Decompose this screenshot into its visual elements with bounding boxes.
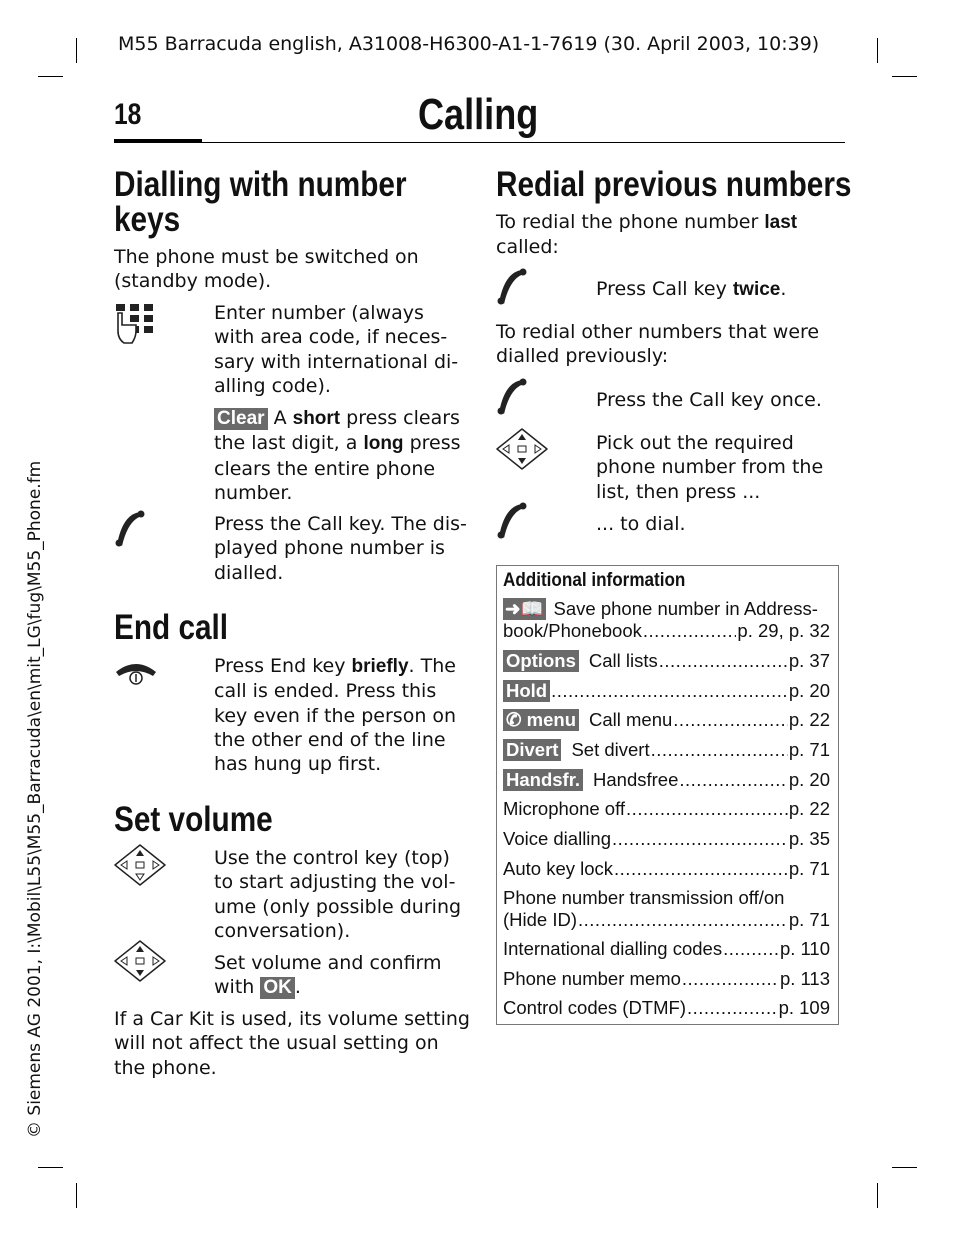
crop-mark — [877, 38, 878, 63]
heading-dialling-2: keys — [114, 200, 181, 239]
header-rule — [114, 142, 845, 143]
crop-mark — [38, 1167, 63, 1168]
info-row-microphone: Microphone off ..... p. 22 — [503, 798, 830, 820]
crop-mark — [892, 1167, 917, 1168]
info-row-save: ➜📖 Save phone number in Address- — [505, 598, 818, 619]
redial-press-once: Press the Call key once. — [596, 389, 822, 411]
crop-mark — [38, 76, 63, 77]
info-title: Additional information — [503, 570, 686, 591]
redial-other-intro: To redial other numbers that were dialled previously: — [496, 321, 820, 368]
info-row-handsfree: Handsfr. Handsfree ..... p. 20 — [503, 769, 830, 791]
info-row-dtmf: Control codes (DTMF) ..... p. 109 — [503, 997, 830, 1019]
info-row-intl-codes: International dialling codes ..... p. 110 — [503, 938, 830, 960]
heading-redial: Redial previous numbers — [496, 165, 852, 204]
redial-to-dial: ... to dial. — [596, 513, 686, 535]
info-row-options: Options Call lists ..... p. 37 — [503, 650, 830, 672]
page-number: 18 — [114, 98, 142, 131]
end-call-text: Press End key briefly. The call is ended. Press this key even if the person on the other end of the line has hung up first. — [214, 655, 457, 776]
call-key-icon — [114, 510, 146, 548]
dialling-step-enter: Enter number (always with area code, if neces- sary with international di- alling code). — [214, 302, 459, 397]
clear-softkey: Clear — [214, 408, 268, 430]
crop-mark — [76, 38, 77, 63]
info-row-hide-id: Phone number transmission off/on — [503, 887, 785, 908]
crop-mark — [877, 1183, 878, 1208]
sidebar-file-path: © Siemens AG 2001, I:\Mobil\L55\M55_Barracuda\en\mit_LG\fug\M55_Phone.fm — [25, 460, 45, 1138]
page-title: Calling — [418, 90, 539, 139]
dialling-step-call: Press the Call key. The dis- played phone number is dialled. — [214, 513, 467, 584]
info-row-auto-key-lock: Auto key lock ..... p. 71 — [503, 858, 830, 880]
control-key-top-icon — [114, 844, 166, 886]
volume-step-confirm: Set volume and confirm with OK . — [214, 952, 442, 999]
control-key-updown-icon — [496, 428, 548, 470]
call-key-icon — [496, 268, 528, 306]
heading-set-volume: Set volume — [114, 800, 273, 839]
keypad-hand-icon — [114, 303, 158, 347]
info-row-voice-dialling: Voice dialling ..... p. 35 — [503, 828, 830, 850]
dialling-intro: The phone must be switched on (standby mode). — [114, 246, 419, 293]
info-row-hold: Hold ..... p. 20 — [503, 680, 830, 702]
heading-end-call: End call — [114, 608, 229, 647]
redial-pick: Pick out the required phone number from the list, then press ... — [596, 432, 824, 503]
control-key-updown-icon — [114, 940, 166, 982]
info-row-divert: Divert Set divert ..... p. 71 — [503, 739, 830, 761]
info-row-memo: Phone number memo ..... p. 113 — [503, 968, 830, 990]
phonebook-arrow-icon: ➜📖 — [505, 598, 544, 619]
redial-press-twice: Press Call key twice. — [596, 278, 787, 300]
crop-mark — [892, 76, 917, 77]
info-row-call-menu: ✆ menu Call menu ..... p. 22 — [503, 709, 830, 731]
additional-info-box — [496, 565, 839, 1025]
call-key-icon — [496, 378, 528, 416]
heading-dialling-1: Dialling with number — [114, 165, 407, 204]
crop-mark — [76, 1183, 77, 1208]
ok-softkey: OK — [260, 977, 295, 999]
call-key-icon — [496, 502, 528, 540]
info-row-save-2: book/Phonebook ..... p. 29, p. 32 — [503, 620, 830, 642]
end-key-icon — [114, 660, 158, 688]
running-header: M55 Barracuda english, A31008-H6300-A1-1-7619 (30. April 2003, 10:39) — [118, 33, 820, 55]
info-row-hide-id-2: (Hide ID) ..... p. 71 — [503, 909, 830, 931]
redial-intro: To redial the phone number last called: — [496, 211, 798, 259]
call-key-icon: ✆ — [506, 709, 522, 730]
volume-step-adjust: Use the control key (top) to start adjusting the vol- ume (only possible during conversation). — [214, 847, 462, 942]
dialling-step-clear: Clear A short press clears the last digit, a long press clears the entire phone number. — [214, 407, 461, 504]
volume-note: If a Car Kit is used, its volume setting will not affect the usual setting on the phone. — [114, 1008, 470, 1079]
